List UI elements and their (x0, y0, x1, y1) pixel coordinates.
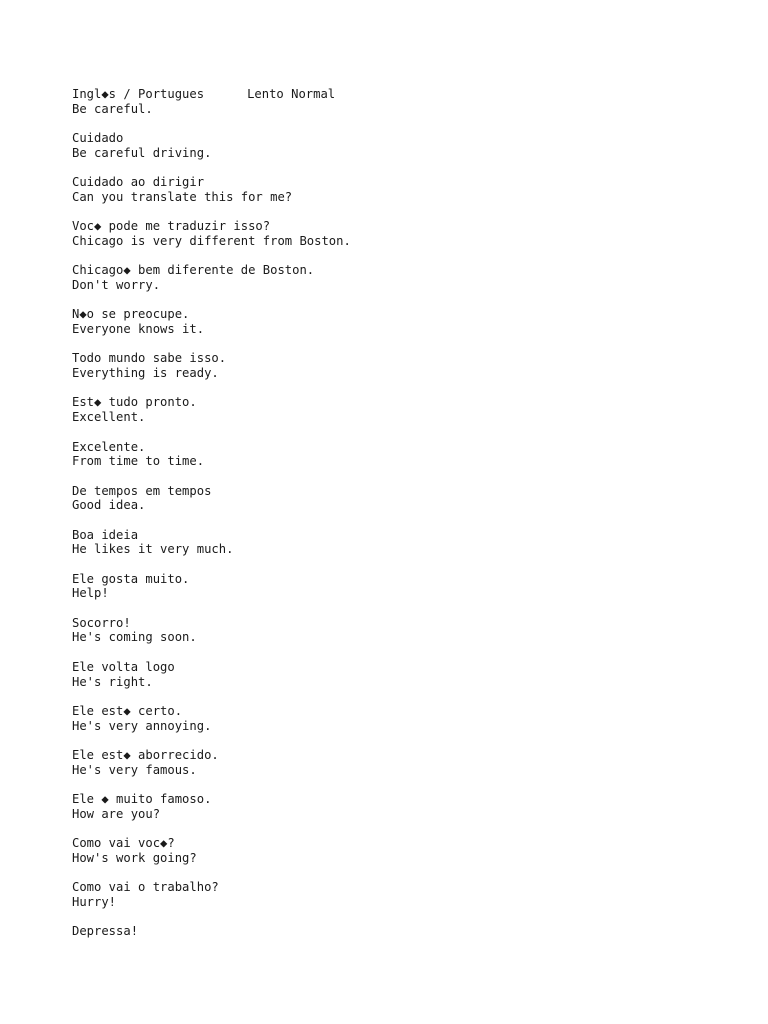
line-gap (72, 249, 752, 264)
header-speed-options: Lento Normal (247, 87, 336, 101)
line-gap (72, 293, 752, 308)
portuguese-phrase: Cuidado ao dirigir (72, 175, 205, 190)
portuguese-phrase: Todo mundo sabe isso. (72, 351, 227, 366)
portuguese-phrase: Depressa! (72, 924, 139, 939)
line-gap (72, 777, 752, 792)
portuguese-phrase: Ele est◆ aborrecido. (72, 747, 219, 762)
english-phrase: Excellent. (72, 410, 146, 425)
english-phrase: From time to time. (72, 454, 205, 469)
line-gap (72, 425, 752, 440)
english-phrase: He's very famous. (72, 762, 197, 777)
line-gap (72, 601, 752, 616)
english-phrase: Chicago is very different from Boston. (72, 233, 351, 248)
portuguese-phrase: Ele gosta muito. (72, 571, 190, 586)
line-gap (72, 910, 752, 925)
phrase-list (72, 116, 752, 939)
line-gap (72, 116, 752, 131)
portuguese-phrase: Socorro! (72, 615, 131, 630)
portuguese-phrase: Voc◆ pode me traduzir isso? (72, 219, 271, 234)
portuguese-phrase: Boa ideia (72, 527, 139, 542)
english-phrase: Everyone knows it. (72, 322, 205, 336)
line-gap (72, 381, 752, 396)
english-phrase: How are you? (72, 806, 161, 821)
english-phrase: Hurry! (72, 894, 117, 909)
line-gap (72, 160, 752, 175)
english-phrase: Good idea. (72, 498, 146, 513)
portuguese-phrase: Ele est◆ certo. (72, 703, 183, 718)
line-gap (72, 205, 752, 220)
english-phrase: Can you translate this for me? (72, 189, 293, 204)
english-phrase: Help! (72, 586, 109, 601)
line-gap (72, 645, 752, 660)
line-gap (72, 821, 752, 836)
english-phrase: Be careful driving. (72, 145, 212, 160)
document-header (72, 87, 752, 102)
header-language-title: Ingl◆s / Portugues (72, 87, 205, 101)
english-phrase: He's coming soon. (72, 630, 197, 645)
line-gap (72, 733, 752, 748)
document-page (72, 87, 752, 939)
line-gap (72, 557, 752, 572)
portuguese-phrase: N◆o se preocupe. (72, 307, 190, 322)
line-gap (72, 337, 752, 352)
english-phrase: He likes it very much. (72, 542, 234, 557)
portuguese-phrase: Cuidado (72, 131, 124, 146)
english-phrase: He's right. (72, 674, 153, 689)
portuguese-phrase: De tempos em tempos (72, 483, 212, 498)
portuguese-phrase: Est◆ tudo pronto. (72, 395, 197, 410)
portuguese-phrase: Ele ◆ muito famoso. (72, 792, 212, 806)
english-phrase: Everything is ready. (72, 366, 219, 381)
portuguese-phrase: Como vai o trabalho? (72, 880, 219, 895)
line-gap (72, 513, 752, 528)
english-phrase: He's very annoying. (72, 718, 212, 733)
line-gap (72, 865, 752, 880)
portuguese-phrase: Ele volta logo (72, 659, 175, 674)
portuguese-phrase: Excelente. (72, 439, 146, 454)
line-gap (72, 469, 752, 484)
english-phrase: Don't worry. (72, 277, 161, 292)
portuguese-phrase: Chicago◆ bem diferente de Boston. (72, 263, 315, 278)
line-gap (72, 689, 752, 704)
english-phrase: How's work going? (72, 850, 197, 865)
portuguese-phrase: Como vai voc◆? (72, 836, 175, 851)
first-english-line: Be careful. (72, 101, 153, 116)
